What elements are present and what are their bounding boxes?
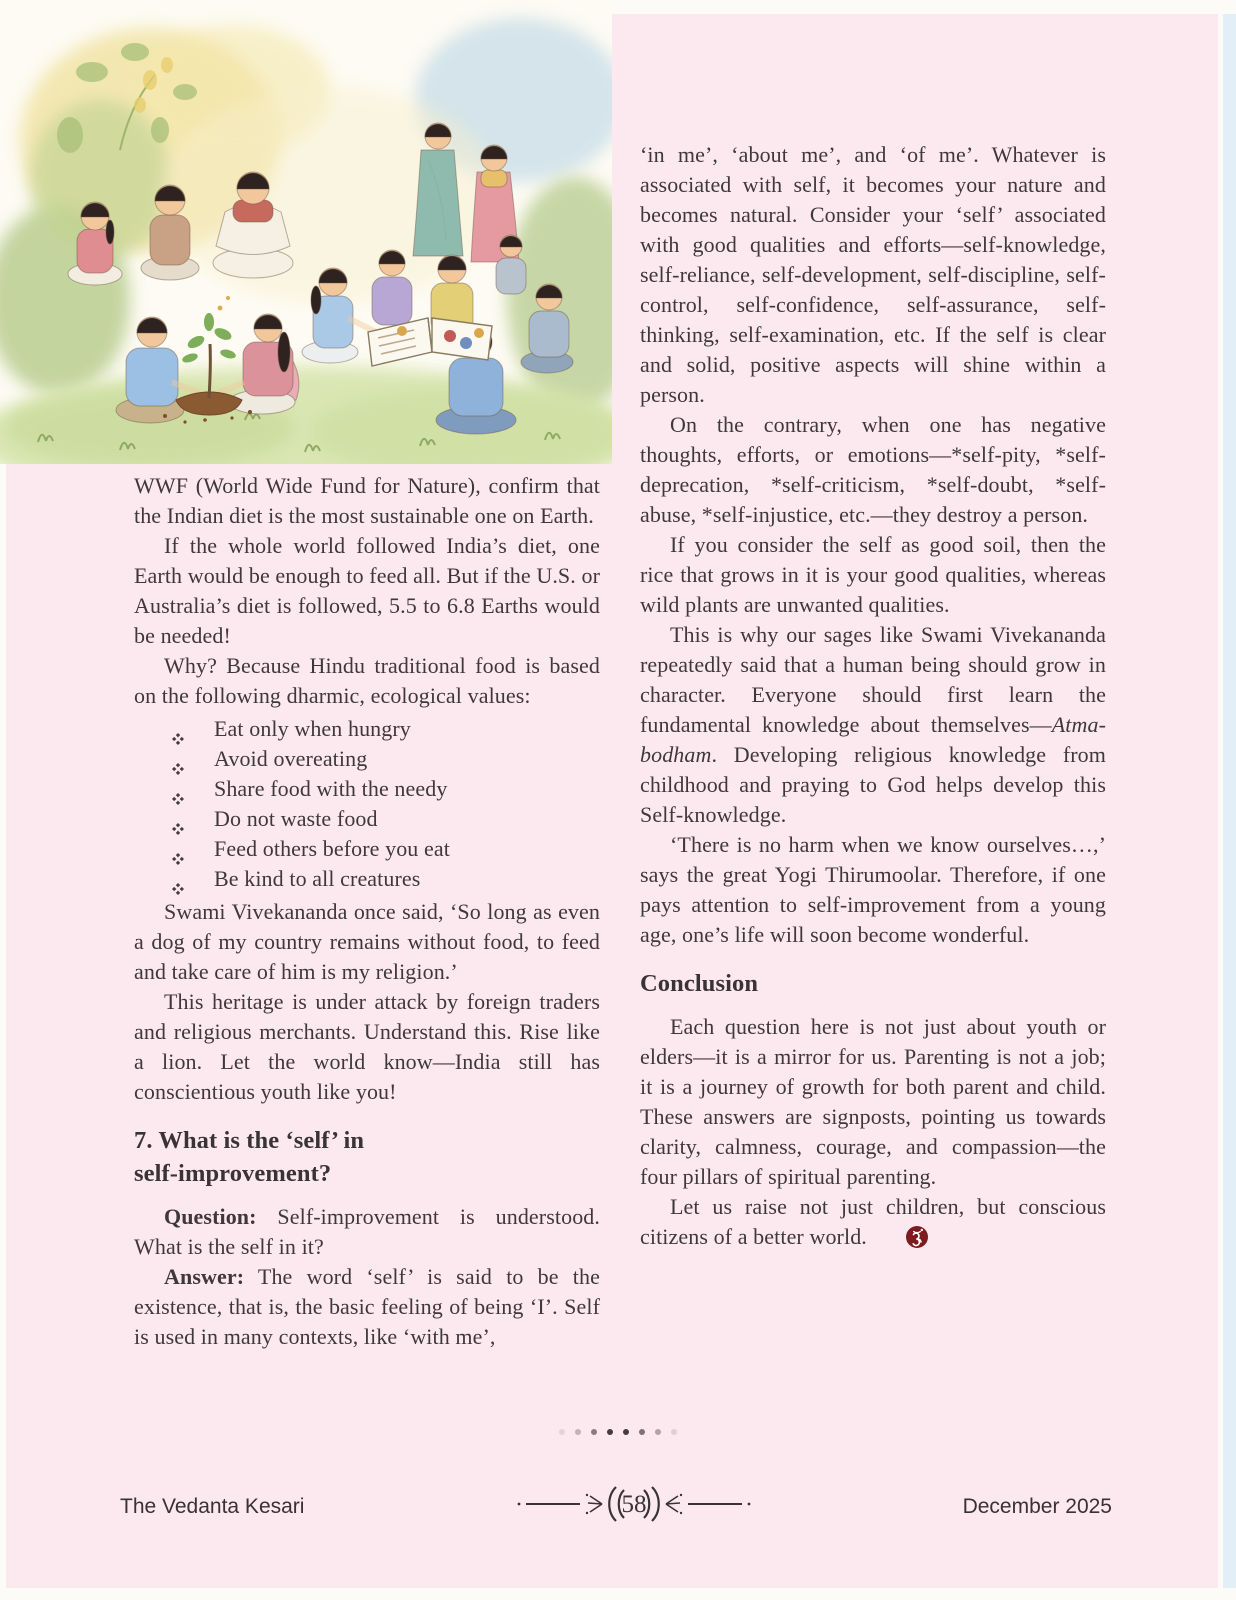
paragraph: Question: Self-improvement is understood. What is the self in it? <box>134 1204 600 1259</box>
om-symbol-icon <box>875 1225 929 1257</box>
story-illustration <box>0 0 612 464</box>
list-item <box>134 804 600 834</box>
values-list <box>134 714 600 894</box>
separator-dot <box>623 1429 629 1435</box>
right-column <box>640 140 1106 1257</box>
separator-dot <box>655 1429 661 1435</box>
section-heading: 7. What is the ‘self’ in self-improvement? <box>134 1127 365 1187</box>
list-item-label: Feed others before you eat <box>214 836 450 861</box>
folio-ornament <box>514 1482 754 1532</box>
paragraph: Why? Because Hindu traditional food is based on the following dharmic, ecological values: <box>134 653 600 708</box>
dots-separator <box>0 1429 1236 1435</box>
paragraph: Let us raise not just children, but conscious citizens of a better world. <box>640 1192 1106 1257</box>
list-item <box>134 864 600 894</box>
folio-flourish-icon <box>514 1482 754 1526</box>
paragraph: ‘There is no harm when we know ourselves…,’ says the great Yogi Thirumoolar. Therefore, if one pays attention to self-improvement from a young age, one’s life will soon become wonderful. <box>640 832 1106 947</box>
paragraph: Swami Vivekananda once said, ‘So long as even a dog of my country remains without food, to feed and take care of him is my religion.’ <box>134 899 600 984</box>
paragraph: This is why our sages like Swami Vivekananda repeatedly said that a human being should grow in character. Everyone should first learn the fundamental knowledge about themselves—Atma-bodham. Developing religious knowledge from childhood and praying to God helps develop this Self-knowledge. <box>640 622 1106 827</box>
paragraph: If you consider the self as good soil, then the rice that grows in it is your good qualities, whereas wild plants are unwanted qualities. <box>640 532 1106 617</box>
paragraph: Each question here is not just about youth or elders—it is a mirror for us. Parenting is not a job; it is a journey of growth for both parent and child. These answers are signposts, pointing us towards clarity, calmness, courage, and compassion—the four pillars of spiritual parenting. <box>640 1014 1106 1189</box>
list-item-label: Eat only when hungry <box>214 716 411 741</box>
paragraph: Answer: The word ‘self’ is said to be the existence, that is, the basic feeling of being ‘I’. Self is used in many contexts, like ‘with me’, <box>134 1264 600 1349</box>
separator-dot <box>671 1429 677 1435</box>
list-item-label: Avoid overeating <box>214 746 368 771</box>
separator-dot <box>639 1429 645 1435</box>
list-item <box>134 714 600 744</box>
separator-dot <box>591 1429 597 1435</box>
issue-date: December 2025 <box>962 1495 1112 1518</box>
paragraph: This heritage is under attack by foreign traders and religious merchants. Understand this. Rise like a lion. Let the world know—India still has conscientious youth like you! <box>134 989 600 1104</box>
paragraph: On the contrary, when one has negative thoughts, efforts, or emotions—*self-pity, *self-deprecation, *self-criticism, *self-doubt, *self-abuse, *self-injustice, etc.—they destroy a person. <box>640 412 1106 527</box>
diamond-bullet-icon <box>172 843 184 855</box>
separator-dot <box>559 1429 565 1435</box>
paragraph: ‘in me’, ‘about me’, and ‘of me’. Whatever is associated with self, it becomes your nature and becomes natural. Consider your ‘self’ associated with good qualities and efforts—self-knowledge, self-reliance, self-development, self-discipline, self-control, self-confidence, self-assurance, self-thinking, self-examination, etc. If the self is clear and solid, positive aspects will shine within a person. <box>640 142 1106 407</box>
left-column <box>134 471 600 1352</box>
paragraph: WWF (World Wide Fund for Nature), confirm that the Indian diet is the most sustainable one on Earth. <box>134 473 600 528</box>
list-item-label: Be kind to all creatures <box>214 866 421 891</box>
list-item-label: Share food with the needy <box>214 776 448 801</box>
diamond-bullet-icon <box>172 753 184 765</box>
diamond-bullet-icon <box>172 723 184 735</box>
diamond-bullet-icon <box>172 783 184 795</box>
separator-dot <box>575 1429 581 1435</box>
page-number: 58 <box>621 1491 647 1518</box>
diamond-bullet-icon <box>172 813 184 825</box>
diamond-bullet-icon <box>172 873 184 885</box>
page-edge-strip <box>1223 14 1236 1588</box>
list-item-label: Do not waste food <box>214 806 378 831</box>
list-item <box>134 834 600 864</box>
section-heading: Conclusion <box>640 970 759 997</box>
page-footer <box>120 1484 1112 1530</box>
journal-title: The Vedanta Kesari <box>120 1495 305 1518</box>
list-item <box>134 744 600 774</box>
separator-dot <box>607 1429 613 1435</box>
paragraph: If the whole world followed India’s diet, one Earth would be enough to feed all. But if the U.S. or Australia’s diet is followed, 5.5 to 6.8 Earths would be needed! <box>134 533 600 648</box>
watercolor-scene <box>0 0 612 464</box>
list-item <box>134 774 600 804</box>
